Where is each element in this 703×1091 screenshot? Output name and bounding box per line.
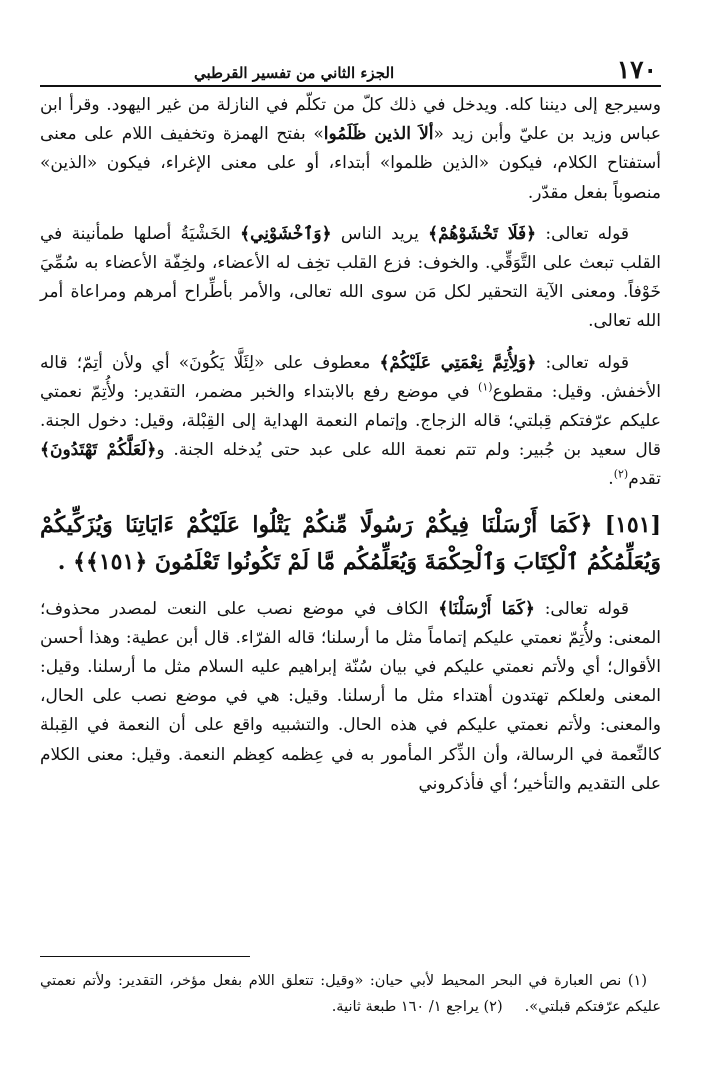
text-run: في موضع رفع بالابتداء والخبر مضمر، التقدير: ولأُتِمّ نعمتي عليكم عرّفتكم قِبلتي؛ قاله الزجاج. وإتمام النعمة الهداية إلى القِبْلة، وقيل: دخول الجنة. قال سعيد بن جُبير: ولم تتم نعمة الله على عبد حتى يُدخله الجنة. و bbox=[40, 381, 661, 461]
paragraph bbox=[40, 349, 661, 495]
paragraph bbox=[40, 91, 661, 208]
text-run: معطوف على «لِئَلَّا يَكُونَ» أي ولأن أتِمّ؛ قاله الأخفش. وقيل: مقطوع bbox=[40, 352, 661, 402]
text-run: تقدم bbox=[628, 469, 661, 490]
quran-quote: ﴿لَعَلَّكُمْ تَهْتَدُونَ﴾ bbox=[40, 440, 157, 461]
text-run: قوله تعالى: bbox=[534, 598, 630, 619]
verse-text: ﴿كَمَا أَرْسَلْنَا فِيكُمْ رَسُولًا مِّنكُمْ يَتْلُوا عَلَيْكُمْ ءَايَاتِنَا وَيُزَكِّيكُمْ وَيُعَلِّمُكُمُ ٱلْكِتَابَ وَٱلْحِكْمَةَ وَيُعَلِّمُكُم مَّا لَمْ تَكُونُوا تَعْلَمُونَ ﴿١٥١﴾﴾ . bbox=[40, 511, 661, 575]
text-run: قوله تعالى: bbox=[536, 352, 630, 373]
verse-block bbox=[40, 507, 661, 581]
paragraphs-after-verse bbox=[40, 595, 661, 799]
text-run: » بفتح الهمزة وتخفيف اللام على معنى أستفتاح الكلام، فيكون «الذين ظلموا» أبتداء، أو على معنى الإغراء، فيكون «الذين» منصوباً بفعل مقدّر. bbox=[40, 124, 661, 203]
footnotes bbox=[40, 968, 661, 1020]
paragraphs-before-verse bbox=[40, 91, 661, 495]
paragraph bbox=[40, 220, 661, 337]
text-run: الكاف في موضع نصب على النعت لمصدر محذوف؛ المعنى: ولأُتِمّ نعمتي عليكم إتماماً مثل ما أرسلنا؛ قاله الفرّاء. قال أبن عطية: وهذا أحسن الأقوال؛ أي ولأتم نعمتي عليكم في بيان سُنّة إبراهيم عليه السلام مثل ما أرسلنا. وقيل: المعنى ولعلكم تهتدون أهتداء مثل ما أرسلنا. وقيل: هي في موضع نصب على الحال، والمعنى: ولأتم نعمتي عليكم في هذه الحال. والتشبيه واقع على أن النعمة في القِبلة كالنِّعمة في الرسالة، وأن الذِّكر المأمور به في عِظمه كعِظم النعمة. وقيل: معنى الكلام على التقديم والتأخير؛ أي فأذكروني bbox=[40, 598, 661, 794]
quran-quote: ﴿وَلِأُتِمَّ نِعْمَتِي عَلَيْكُمْ﴾ bbox=[379, 352, 537, 373]
footnote-2: (٢) يراجع ١/ ١٦٠ طبعة ثانية. bbox=[331, 999, 503, 1015]
footnote-ref: (١) bbox=[478, 380, 493, 394]
text-run: . bbox=[608, 469, 614, 490]
quran-quote: ألاَ الذين ظَلَمُوا bbox=[323, 124, 434, 145]
verse-number: [١٥١] bbox=[604, 511, 661, 538]
page-number: ١٧٠ bbox=[616, 55, 657, 84]
text-run: وسيرجع إلى ديننا كله. ويدخل في ذلك كلّ من تكلّم في النازلة من غير اليهود. وقرأ ابن عباس وزيد بن عليّ وأبن زيد « bbox=[40, 95, 661, 145]
text-run: يريد الناس bbox=[331, 223, 429, 244]
footnote-ref: (٢) bbox=[613, 467, 629, 481]
commentary-body bbox=[40, 91, 661, 799]
text-run: الخَشْيَةُ أصلها طمأنينة في القلب تبعث على التَّوَقِّي. والخوف: فزع القلب تخِف له الأعضاء، ولخِفّة الأعضاء به سُمِّيَ خَوْفاً. ومعنى الآية التحقير لكل مَن سوى الله تعالى، والأمر بأطِّراح أمرهم ومراعاة أمر الله تعالى. bbox=[40, 223, 661, 332]
quran-quote: ﴿فَلَا تَخْشَوْهُمْ﴾ bbox=[428, 223, 537, 244]
page-header bbox=[40, 52, 661, 87]
text-run: قوله تعالى: bbox=[536, 223, 629, 244]
running-title: الجزء الثاني من تفسير القرطبي bbox=[194, 64, 395, 82]
quran-quote: ﴿وَٱخْشَوْنِي﴾ bbox=[240, 223, 332, 244]
book-page bbox=[40, 52, 661, 1071]
footnote-1: (١) نص العبارة في البحر المحيط لأبي حيان: «وقيل: تتعلق اللام بفعل مؤخر، التقدير: ولأتم نعمتي عليكم عرّفتكم قبلتي». bbox=[40, 973, 661, 1015]
footnote-divider bbox=[40, 956, 250, 957]
paragraph bbox=[40, 595, 661, 799]
footnote-line bbox=[40, 968, 661, 1020]
quran-quote: ﴿كَمَا أَرْسَلْنَا﴾ bbox=[438, 598, 535, 619]
